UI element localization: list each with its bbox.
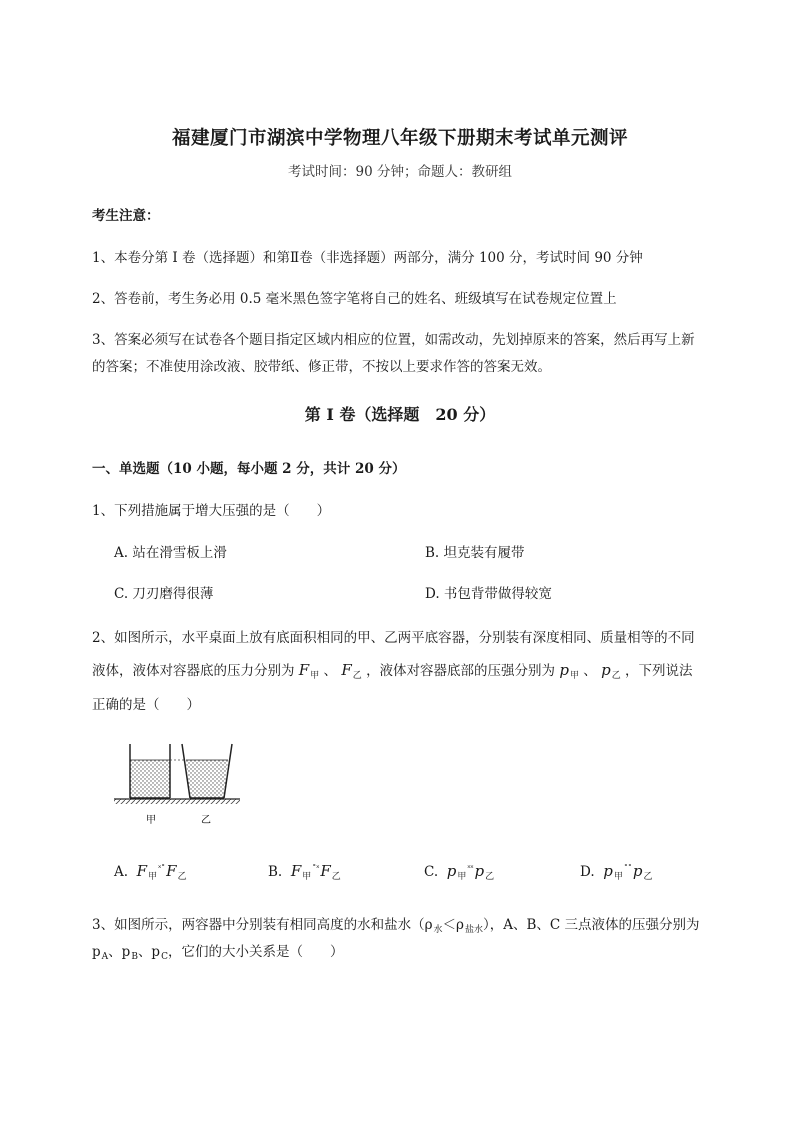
q2-p-jia: $p_甲$	[559, 661, 579, 681]
q3-line-1: 3、如图所示，两容器中分别装有相同高度的水和盐水$(\rho_水<\rho_{盐水})$，A、B、C 三点液体的压强分别为	[92, 917, 700, 935]
notice-item-2: 2、答卷前，考生务必用 0.5 毫米黑色签字笔将自己的姓名、班级填写在试卷规定位置上	[92, 291, 617, 307]
q2-text-c: ，下列说法	[625, 663, 693, 679]
fig-label-jia: 甲	[146, 815, 156, 826]
q2-option-a: A. $F_甲^{˟˚}F_乙$	[114, 862, 187, 882]
notice-item-3-line-1: 3、答案必须写在试卷各个题目指定区域内相应的位置，如需改动，先划掉原来的答案，然后再写上新	[92, 332, 695, 348]
container-yi	[182, 744, 232, 798]
q1-option-b: B. 坦克装有履带	[425, 545, 525, 561]
fig-label-yi: 乙	[201, 815, 211, 826]
q2-line-2	[92, 659, 693, 681]
q2-containers-figure	[110, 740, 250, 830]
part-heading: 一、单选题（10 小题，每小题 2 分，共计 20 分）	[92, 461, 406, 477]
section-title: 第 I 卷（选择题 20 分）	[304, 405, 496, 424]
q2-line-3: 正确的是（ ）	[92, 697, 200, 713]
q2-sep-1: 、	[323, 663, 338, 679]
q1-option-a: A. 站在滑雪板上滑	[114, 545, 227, 561]
container-jia	[130, 744, 170, 798]
q2-option-c: C. $p_甲^{˟˟}p_乙$	[424, 862, 495, 882]
q2-F-jia: $F_甲$	[298, 661, 320, 681]
q2-line-1: 2、如图所示，水平桌面上放有底面积相同的甲、乙两平底容器，分别装有深度相同、质量相等的不同	[92, 630, 695, 646]
q2-p-yi: $p_乙$	[601, 661, 621, 681]
notice-heading: 考生注意：	[92, 208, 160, 224]
notice-item-1: 1、本卷分第 I 卷（选择题）和第Ⅱ卷（非选择题）两部分，满分 100 分，考试时间 90 分钟	[92, 250, 643, 266]
q3-line-2: $p_A$、$p_B$、$p_C$，它们的大小关系是（ ）	[92, 944, 344, 962]
q1-option-c: C. 刀刃磨得很薄	[114, 586, 214, 602]
q2-option-d: D. $p_甲^{˚˚}p_乙$	[580, 862, 653, 882]
q2-option-b: B. $F_甲^{˚˟}F_乙$	[268, 862, 341, 882]
q1-stem: 1、下列措施属于增大压强的是（ ）	[92, 503, 331, 519]
exam-subtitle: 考试时间：90 分钟；命题人：教研组	[288, 164, 512, 180]
q2-text-b: ，液体对容器底部的压强分别为	[366, 663, 556, 679]
q1-option-d: D. 书包背带做得较宽	[425, 586, 552, 602]
q2-text-a: 液体，液体对容器底的压力分别为	[92, 663, 295, 679]
q2-F-yi: $F_乙$	[341, 661, 362, 681]
exam-title: 福建厦门市湖滨中学物理八年级下册期末考试单元测评	[171, 128, 628, 149]
notice-item-3-line-2: 的答案；不准使用涂改液、胶带纸、修正带，不按以上要求作答的答案无效。	[92, 359, 551, 375]
q2-sep-2: 、	[583, 663, 597, 679]
